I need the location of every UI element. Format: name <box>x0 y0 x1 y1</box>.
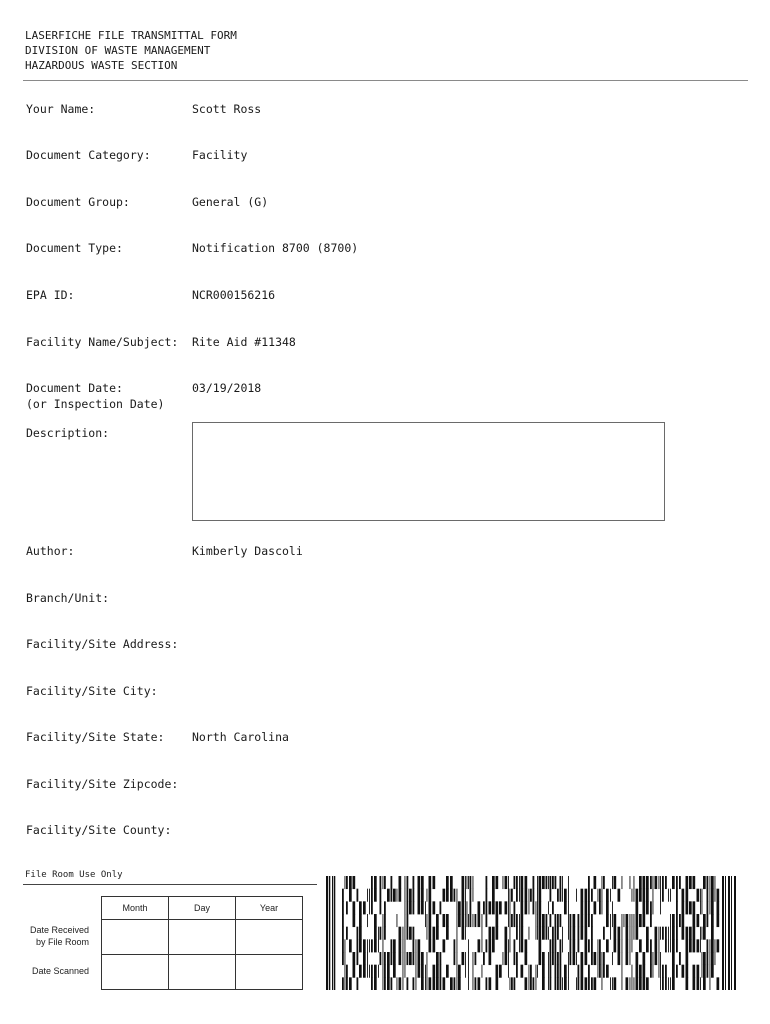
site-address-label: Facility/Site Address: <box>26 637 179 651</box>
barcode-image <box>326 876 738 990</box>
date-scanned-label: Date Scanned <box>31 966 89 976</box>
site-state-value: North Carolina <box>192 730 289 744</box>
your-name-label: Your Name: <box>26 102 96 116</box>
description-label: Description: <box>26 426 110 440</box>
document-category-value: Facility <box>192 148 248 162</box>
description-box <box>192 422 665 521</box>
document-type-label: Document Type: <box>26 241 123 255</box>
document-type-value: Notification 8700 (8700) <box>192 241 359 255</box>
date-received-month-cell <box>102 920 169 955</box>
author-label: Author: <box>26 544 75 558</box>
date-received-year-cell <box>236 920 303 955</box>
file-room-date-table <box>101 896 303 990</box>
form-header <box>25 28 237 73</box>
date-scanned-day-cell <box>169 955 236 990</box>
date-received-label: Date Received by File Room <box>29 925 89 947</box>
facility-name-value: Rite Aid #11348 <box>192 335 296 349</box>
header-divider <box>23 80 748 81</box>
branch-unit-label: Branch/Unit: <box>26 591 110 605</box>
author-value: Kimberly Dascoli <box>192 544 303 558</box>
file-room-divider <box>23 884 317 885</box>
epa-id-label: EPA ID: <box>26 288 75 302</box>
year-column-header: Year <box>236 897 303 920</box>
document-date-label: Document Date: <box>26 381 123 395</box>
month-column-header: Month <box>102 897 169 920</box>
epa-id-value: NCR000156216 <box>192 288 276 302</box>
document-group-label: Document Group: <box>26 195 130 209</box>
site-zipcode-label: Facility/Site Zipcode: <box>26 777 179 791</box>
form-title: LASERFICHE FILE TRANSMITTAL FORM <box>25 29 237 42</box>
site-county-label: Facility/Site County: <box>26 823 172 837</box>
date-scanned-month-cell <box>102 955 169 990</box>
section-name: HAZARDOUS WASTE SECTION <box>25 59 178 72</box>
site-city-label: Facility/Site City: <box>26 684 158 698</box>
document-category-label: Document Category: <box>26 148 151 162</box>
site-state-label: Facility/Site State: <box>26 730 165 744</box>
date-received-day-cell <box>169 920 236 955</box>
your-name-value: Scott Ross <box>192 102 262 116</box>
division-name: DIVISION OF WASTE MANAGEMENT <box>25 44 211 57</box>
document-group-value: General (G) <box>192 195 269 209</box>
document-date-sublabel: (or Inspection Date) <box>26 397 165 411</box>
facility-name-label: Facility Name/Subject: <box>26 335 179 349</box>
day-column-header: Day <box>169 897 236 920</box>
date-scanned-year-cell <box>236 955 303 990</box>
document-date-value: 03/19/2018 <box>192 381 262 395</box>
file-room-title: File Room Use Only <box>25 870 123 880</box>
